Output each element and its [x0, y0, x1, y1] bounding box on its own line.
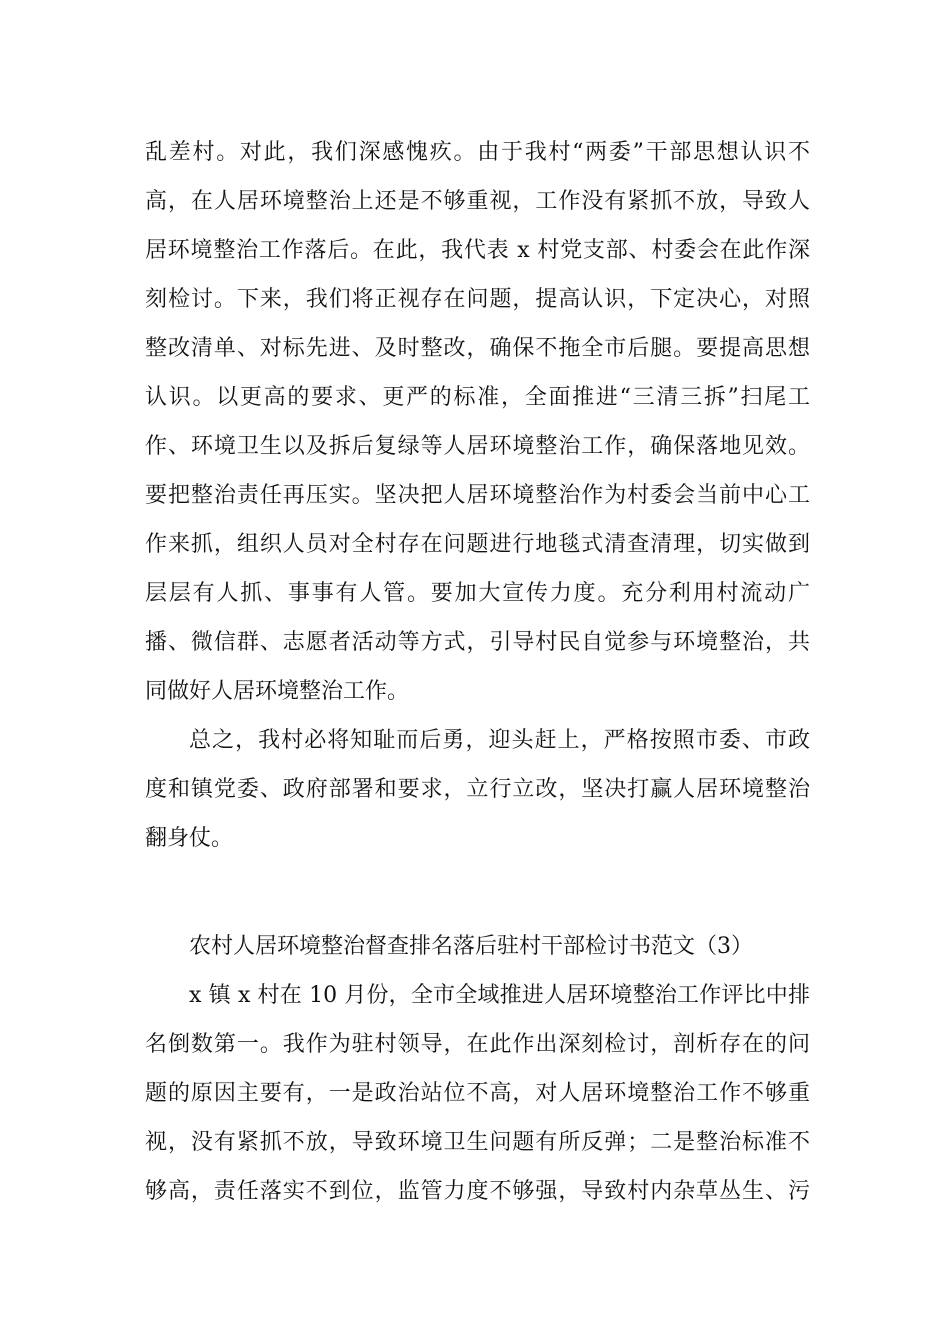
text-line: 作来抓，组织人员对全村存在问题进行地毯式清查清理，切实做到 — [145, 532, 810, 557]
paragraph-1 — [145, 128, 810, 716]
text-line: 播、微信群、志愿者活动等方式，引导村民自觉参与环境整治，共 — [145, 630, 810, 655]
text-line: 总之，我村必将知耻而后勇，迎头赶上，严格按照市委、市政 — [189, 728, 810, 753]
text-line: 度和镇党委、政府部署和要求，立行立改，坚决打赢人居环境整治 — [145, 777, 810, 802]
document-body — [145, 128, 810, 1216]
text-line: 刻检讨。下来，我们将正视存在问题，提高认识，下定决心，对照 — [145, 287, 810, 312]
text-line: 名倒数第一。我作为驻村领导，在此作出深刻检讨，剖析存在的问 — [145, 1032, 810, 1057]
text-line: 够高，责任落实不到位，监管力度不够强，导致村内杂草丛生、污 — [145, 1179, 810, 1204]
text-line: x 镇 x 村在 10 月份，全市全域推进人居环境整治工作评比中排 — [189, 983, 810, 1008]
text-line: 要把整治责任再压实。坚决把人居环境整治作为村委会当前中心工 — [145, 483, 810, 508]
text-line: 层层有人抓、事事有人管。要加大宣传力度。充分利用村流动广 — [145, 581, 810, 606]
text-line: 题的原因主要有，一是政治站位不高，对人居环境整治工作不够重 — [145, 1081, 810, 1106]
text-line: 翻身仗。 — [145, 826, 234, 851]
text-line: 高，在人居环境整治上还是不够重视，工作没有紧抓不放，导致人 — [145, 189, 810, 214]
text-line: 认识。以更高的要求、更严的标准，全面推进“三清三拆”扫尾工 — [145, 385, 810, 410]
text-line: 同做好人居环境整治工作。 — [145, 679, 410, 704]
text-line: 作、环境卫生以及拆后复绿等人居环境整治工作，确保落地见效。 — [145, 434, 810, 459]
text-line: 整改清单、对标先进、及时整改，确保不拖全市后腿。要提高思想 — [145, 336, 810, 361]
paragraph-2 — [145, 716, 810, 863]
paragraph-3 — [145, 971, 810, 1216]
text-line: 乱差村。对此，我们深感愧疚。由于我村“两委”干部思想认识不 — [145, 140, 810, 165]
text-line: 视，没有紧抓不放，导致环境卫生问题有所反弹；二是整治标准不 — [145, 1130, 810, 1155]
section-gap — [145, 863, 810, 922]
section-title: 农村人居环境整治督查排名落后驻村干部检讨书范文（3） — [189, 934, 753, 959]
text-line: 居环境整治工作落后。在此，我代表 x 村党支部、村委会在此作深 — [145, 238, 810, 263]
